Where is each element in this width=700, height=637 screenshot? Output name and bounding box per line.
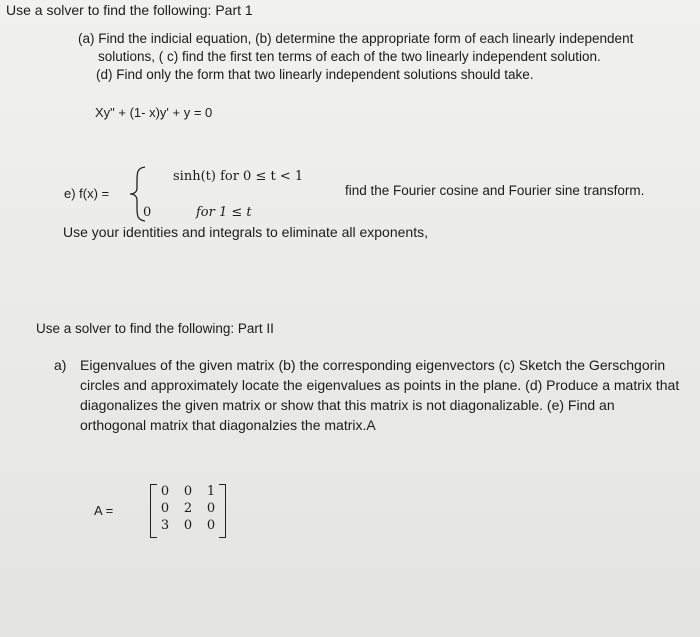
part2-line1: Eigenvalues of the given matrix (b) the corresponding eigenvectors (c) Sketch the Gerschgorin: [80, 357, 666, 373]
piecewise-case2-value: 0: [143, 205, 152, 220]
matrix-cell: 0: [206, 501, 216, 516]
matrix-cell: 0: [206, 518, 216, 533]
matrix-cell: 0: [160, 484, 170, 499]
part2-line3: diagonalizes the given matrix or show that this matrix is not diagonalizable. (e) Find an: [80, 397, 615, 413]
piecewise-case1: sinh(t) for 0 ≤ t < 1: [173, 169, 304, 184]
part1-a-line1: (a) Find the indicial equation, (b) determine the appropriate form of each linearly independent: [78, 31, 634, 46]
matrix-cell: 0: [160, 501, 170, 516]
ode-equation: Xy" + (1- x)y' + y = 0: [95, 105, 213, 120]
fourier-task: find the Fourier cosine and Fourier sine transform.: [345, 183, 645, 198]
matrix-label: A =: [94, 503, 114, 518]
part2-line2: circles and approximately locate the eigenvalues as points in the plane. (d) Produce a matrix that: [80, 377, 680, 393]
piecewise-case2-condition: for 1 ≤ t: [196, 205, 252, 220]
matrix-cell: 1: [206, 484, 216, 499]
matrix-cell: 3: [160, 518, 170, 533]
matrix-right-bracket: [219, 484, 226, 538]
identities-note: Use your identities and integrals to eliminate all exponents,: [63, 224, 428, 240]
matrix-cell: 0: [183, 518, 193, 533]
part1-a-line2: solutions, ( c) find the first ten terms of each of the two linearly independent solution.: [98, 49, 601, 64]
part2-line4: orthogonal matrix that diagonalzies the matrix.A: [80, 417, 376, 433]
part2-item-label: a): [54, 357, 67, 373]
matrix-left-bracket: [150, 484, 157, 538]
matrix-cell: 2: [183, 501, 193, 516]
part1-a-line3: (d) Find only the form that two linearly independent solutions should take.: [96, 67, 534, 82]
piecewise-label: e) f(x) =: [64, 186, 110, 201]
part1-heading: Use a solver to find the following: Part 1: [6, 2, 253, 18]
part2-heading: Use a solver to find the following: Part II: [36, 321, 274, 336]
matrix-A: [150, 484, 226, 540]
matrix-cell: 0: [183, 484, 193, 499]
